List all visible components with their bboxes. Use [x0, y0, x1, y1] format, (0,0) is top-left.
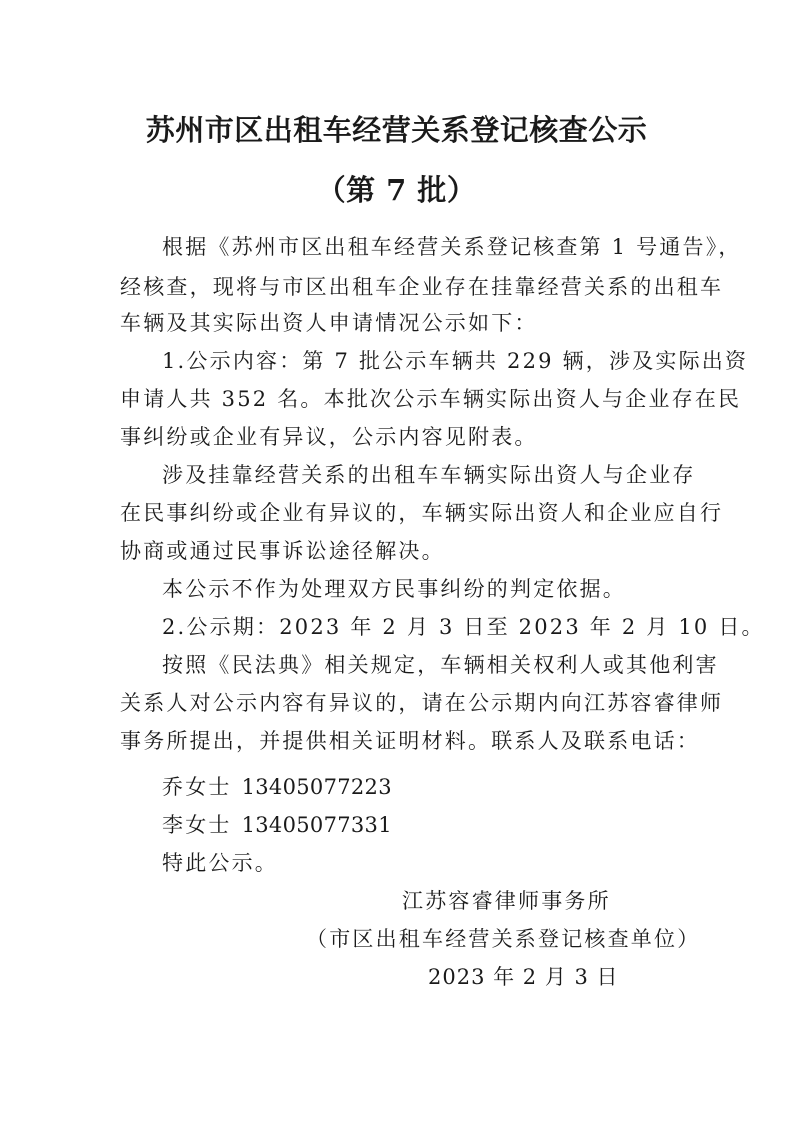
paragraph-4-line-1: 本公示不作为处理双方民事纠纷的判定依据。: [162, 577, 626, 601]
paragraph-6-line-2: 关系人对公示内容有异议的，请在公示期内向江苏容睿律师: [120, 691, 724, 715]
paragraph-3-line-3: 协商或通过民事诉讼途径解决。: [120, 539, 445, 563]
signature-unit: （市区出租车经营关系登记核查单位）: [306, 927, 701, 951]
document-title: 苏州市区出租车经营关系登记核查公示: [145, 113, 648, 147]
paragraph-2-line-2: 申请人共 352 名。本批次公示车辆实际出资人与企业存在民: [120, 387, 742, 411]
signature-org: 江苏容睿律师事务所: [402, 889, 611, 913]
paragraph-5-line-1: 2.公示期：2023 年 2 月 3 日至 2023 年 2 月 10 日。: [162, 615, 765, 639]
paragraph-2-line-3: 事纠纷或企业有异议，公示内容见附表。: [120, 425, 538, 449]
paragraph-2-line-1: 1.公示内容：第 7 批公示车辆共 229 辆，涉及实际出资: [162, 349, 749, 373]
paragraph-3-line-2: 在民事纠纷或企业有异议的，车辆实际出资人和企业应自行: [120, 501, 724, 525]
document-subtitle: （第 7 批）: [316, 173, 477, 207]
closing-text: 特此公示。: [162, 851, 278, 875]
paragraph-3-line-1: 涉及挂靠经营关系的出租车车辆实际出资人与企业存: [162, 463, 696, 487]
paragraph-1-line-1: 根据《苏州市区出租车经营关系登记核查第 1 号通告》，: [162, 235, 742, 259]
paragraph-1-line-2: 经核查，现将与市区出租车企业存在挂靠经营关系的出租车: [120, 275, 724, 299]
paragraph-1-line-3: 车辆及其实际出资人申请情况公示如下：: [120, 311, 538, 335]
contact-line-1: [162, 777, 392, 798]
contact-name: 乔女士: [162, 775, 232, 799]
paragraph-6-line-3: 事务所提出，并提供相关证明材料。联系人及联系电话：: [120, 729, 700, 753]
contact-line-2: [162, 815, 392, 836]
contact-name: 李女士: [162, 813, 232, 837]
paragraph-6-line-1: 按照《民法典》相关规定，车辆相关权利人或其他利害: [162, 653, 719, 677]
signature-date: 2023 年 2 月 3 日: [428, 965, 619, 989]
contact-phone: 13405077331: [241, 813, 392, 837]
contact-phone: 13405077223: [241, 775, 392, 799]
